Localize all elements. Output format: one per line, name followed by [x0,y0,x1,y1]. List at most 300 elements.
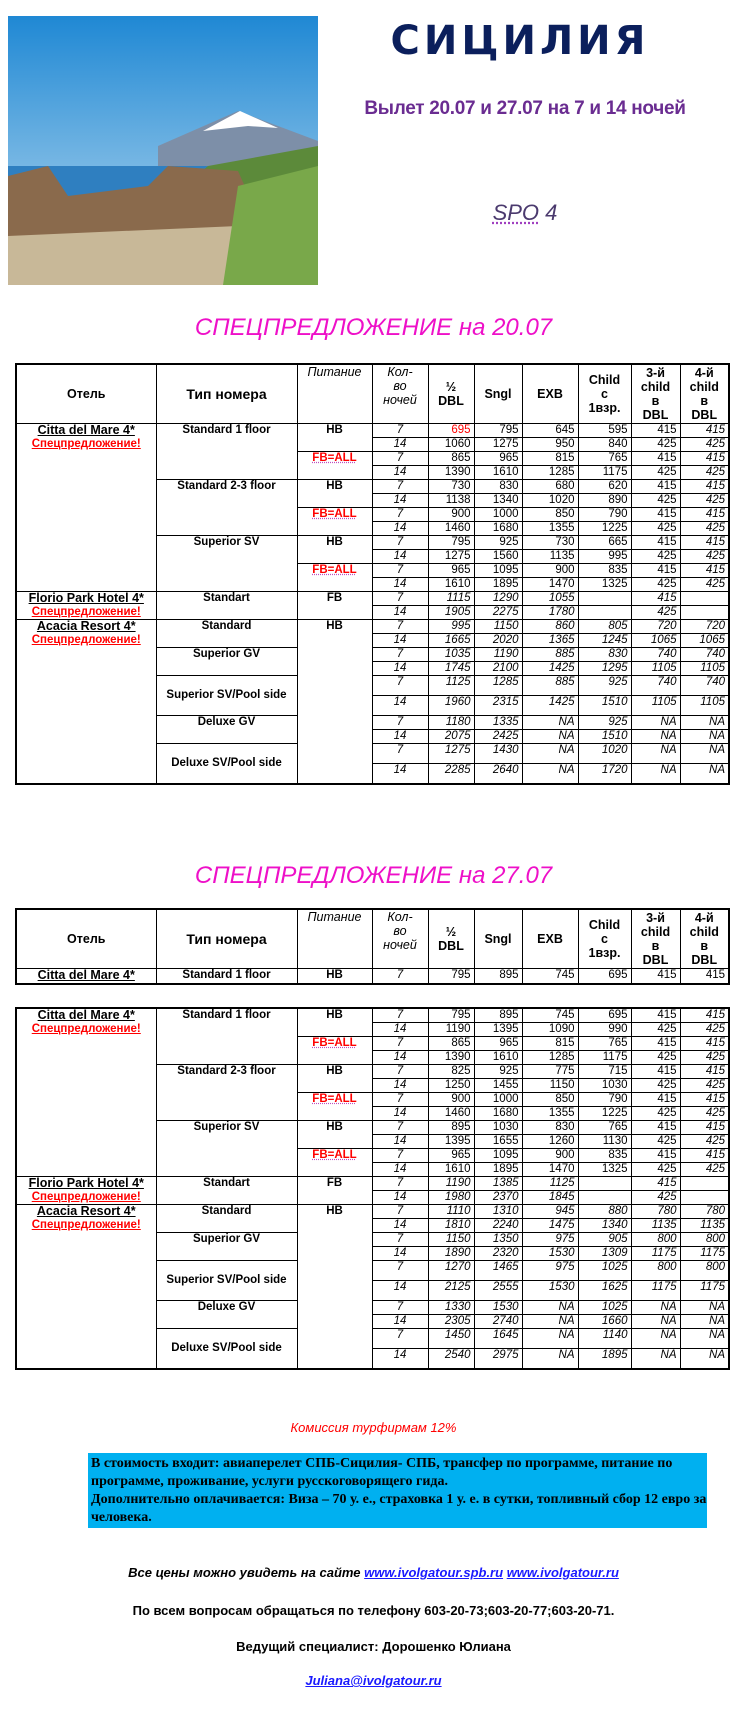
price-cell: 1960 [428,696,474,716]
price-cell: 1310 [474,1205,522,1219]
price-cell: 1055 [522,592,578,606]
price-cell: 925 [578,716,631,730]
meal-plan-cell [297,452,372,480]
price-cell: 1138 [428,494,474,508]
hotel-cell [16,620,156,785]
meal-plan-cell [297,536,372,564]
meal-plan-label: FB=ALL [312,452,357,464]
meal-plan-label: FB=ALL [312,1093,357,1105]
nights-cell: 7 [372,564,428,578]
column-header: 4-й child в DBL [680,909,729,969]
price-cell: 895 [474,969,522,985]
website-link[interactable]: www.ivolgatour.ru [506,1565,619,1580]
price-cell: 415 [680,564,729,578]
room-type-cell: Standard 2-3 floor [156,1065,297,1121]
price-cell: 975 [522,1261,578,1281]
nights-cell: 7 [372,1177,428,1191]
meal-plan-cell [297,1093,372,1121]
price-cell: 2305 [428,1315,474,1329]
price-cell [680,1191,729,1205]
nights-cell: 14 [372,1191,428,1205]
room-type-cell: Standard [156,1205,297,1233]
price-cell: 795 [474,424,522,438]
offer-heading-1: СПЕЦПРЕДЛОЖЕНИЕ на 20.07 [194,314,553,341]
price-cell: 2275 [474,606,522,620]
price-cell: 2285 [428,764,474,785]
price-cell: 1510 [578,696,631,716]
price-cell: 415 [631,452,680,466]
price-cell: 1330 [428,1301,474,1315]
room-type-cell: Standart [156,592,297,620]
meal-plan-label: HB [326,480,343,492]
price-cell: 1135 [680,1219,729,1233]
price-cell: 415 [631,480,680,494]
price-cell: 800 [680,1261,729,1281]
price-cell: 1720 [578,764,631,785]
prices-website-line [0,1565,747,1580]
hotel-name: Citta del Mare 4* [37,1008,135,1022]
price-cell: 965 [428,564,474,578]
price-cell: 1665 [428,634,474,648]
nights-cell: 7 [372,1261,428,1281]
price-cell: 1190 [428,1023,474,1037]
price-cell: 425 [680,1135,729,1149]
price-cell: 1030 [474,1121,522,1135]
price-cell: 425 [631,522,680,536]
price-cell: NA [631,764,680,785]
price-cell: 1150 [428,1233,474,1247]
departure-subtitle: Вылет 20.07 и 27.07 на 7 и 14 ночей [364,98,686,119]
special-offer-label: Спецпредложение! [31,438,141,450]
price-cell: 1135 [631,1219,680,1233]
price-cell: 730 [428,480,474,494]
room-type-cell: Standard 2-3 floor [156,480,297,536]
price-cell: 1655 [474,1135,522,1149]
meal-plan-label: HB [326,536,343,548]
price-cell: 1245 [578,634,631,648]
price-cell: 620 [578,480,631,494]
price-cell: 425 [680,522,729,536]
price-cell: 1905 [428,606,474,620]
offer-heading-2: СПЕЦПРЕДЛОЖЕНИЕ на 27.07 [194,862,553,889]
hotel-cell [16,1177,156,1205]
price-cell: 425 [631,1163,680,1177]
room-type-cell: Superior GV [156,1233,297,1261]
column-header: 3-й child в DBL [631,364,680,424]
price-cell: 2075 [428,730,474,744]
price-cell: 975 [522,1233,578,1247]
price-cell: 860 [522,620,578,634]
price-cell: 665 [578,536,631,550]
price-cell: 1260 [522,1135,578,1149]
nights-cell: 7 [372,969,428,985]
room-type-cell: Superior SV [156,536,297,592]
price-cell: 1510 [578,730,631,744]
meal-plan-label: FB=ALL [312,564,357,576]
nights-cell: 14 [372,662,428,676]
price-cell: 1250 [428,1079,474,1093]
price-cell: 885 [522,648,578,662]
price-cell: 415 [631,1037,680,1051]
price-cell: 1025 [578,1261,631,1281]
price-cell: 415 [680,969,729,985]
hotel-cell [16,1205,156,1370]
price-cell: 1225 [578,1107,631,1121]
price-cell: 2740 [474,1315,522,1329]
price-cell: 425 [631,466,680,480]
price-cell: 1025 [578,1301,631,1315]
price-cell: 900 [428,1093,474,1107]
price-cell: 740 [680,676,729,696]
price-cell [578,1191,631,1205]
meal-plan-label: HB [326,1065,343,1077]
price-cell: 1000 [474,1093,522,1107]
nights-cell: 7 [372,1121,428,1135]
price-cell: 425 [631,1107,680,1121]
price-cell: 740 [680,648,729,662]
price-cell: 890 [578,494,631,508]
meal-plan-label: HB [326,1121,343,1133]
meal-plan-cell [297,1149,372,1177]
hotel-name: Florio Park Hotel 4* [28,591,144,605]
price-cell: 415 [680,424,729,438]
meal-plan-cell [297,1065,372,1093]
price-cell: 415 [680,1121,729,1135]
meal-plan-cell: FB [297,592,372,620]
special-offer-label: Спецпредложение! [31,606,141,618]
column-header: Питание [297,364,372,424]
price-cell: 425 [631,1079,680,1093]
price-cell: 415 [680,1037,729,1051]
room-type-cell: Superior GV [156,648,297,676]
price-cell: 415 [631,508,680,522]
price-cell: 1175 [680,1281,729,1301]
price-cell: 835 [578,1149,631,1163]
column-header: 3-й child в DBL [631,909,680,969]
table-row [16,1205,729,1219]
price-cell: 1610 [474,466,522,480]
price-cell: 1335 [474,716,522,730]
room-type-cell: Deluxe GV [156,716,297,744]
price-cell: 1125 [428,676,474,696]
hotel-cell [16,969,156,985]
nights-cell: 14 [372,730,428,744]
price-cell: 720 [631,620,680,634]
price-cell: 415 [631,1149,680,1163]
price-cell [578,606,631,620]
nights-cell: 14 [372,1079,428,1093]
price-cell: 720 [680,620,729,634]
price-cell: 1060 [428,438,474,452]
nights-cell: 7 [372,1233,428,1247]
price-cell: 1390 [428,1051,474,1065]
price-cell: 900 [428,508,474,522]
price-cell: 1020 [578,744,631,764]
price-cell: NA [522,716,578,730]
price-cell: 1180 [428,716,474,730]
price-cell: NA [631,744,680,764]
nights-cell: 7 [372,744,428,764]
price-cell: 1450 [428,1329,474,1349]
price-cell: 1610 [428,578,474,592]
price-cell: 1425 [522,696,578,716]
price-cell: NA [631,1315,680,1329]
price-cell: 745 [522,1008,578,1023]
room-type-cell: Superior SV/Pool side [156,676,297,716]
price-cell: 595 [578,424,631,438]
price-cell: 1309 [578,1247,631,1261]
nights-cell: 7 [372,676,428,696]
nights-cell: 14 [372,466,428,480]
meal-plan-label: FB=ALL [312,1037,357,1049]
price-cell: 415 [680,536,729,550]
price-cell: 1530 [522,1247,578,1261]
nights-cell: 7 [372,1037,428,1051]
nights-cell: 7 [372,424,428,438]
nights-cell: 14 [372,606,428,620]
price-cell: NA [680,764,729,785]
website-link-spb[interactable]: www.ivolgatour.spb.ru [364,1565,504,1580]
price-cell: 1610 [474,1051,522,1065]
price-cell: 695 [578,1008,631,1023]
room-type-cell: Standard 1 floor [156,1008,297,1065]
meal-plan-label: FB=ALL [312,1149,357,1161]
table-row [16,1008,729,1023]
price-cell: NA [631,1301,680,1315]
price-cell: 865 [428,1037,474,1051]
price-cell: 1365 [522,634,578,648]
price-cell: 1460 [428,1107,474,1121]
price-cell: 425 [631,1135,680,1149]
price-cell: 1275 [428,550,474,564]
nights-cell: 7 [372,1205,428,1219]
meal-plan-cell: FB [297,1177,372,1205]
price-cell: 425 [680,438,729,452]
price-cell: 1190 [474,648,522,662]
price-cell: 995 [428,620,474,634]
nights-cell: 14 [372,578,428,592]
price-cell: 1455 [474,1079,522,1093]
nights-cell: 14 [372,696,428,716]
price-cell: 425 [680,1051,729,1065]
price-cell: 815 [522,1037,578,1051]
price-cell: NA [680,1329,729,1349]
meal-plan-label: HB [326,1009,343,1021]
price-cell: 795 [428,536,474,550]
price-cell: 425 [631,606,680,620]
price-cell: NA [680,730,729,744]
email-link[interactable]: Juliana@ivolgatour.ru [305,1673,442,1688]
price-cell: 880 [578,1205,631,1219]
price-cell: 895 [428,1121,474,1135]
price-table-27-07-summary [15,908,730,985]
column-header: Отель [16,364,156,424]
price-cell: 830 [474,480,522,494]
price-cell: 795 [428,1008,474,1023]
price-cell: 1105 [680,696,729,716]
column-header: EXB [522,364,578,424]
table-row [16,424,729,438]
price-cell: 790 [578,508,631,522]
price-cell: NA [522,730,578,744]
table-header-row [16,909,729,969]
price-cell: NA [522,744,578,764]
column-header: Кол- во ночей [372,364,428,424]
price-cell: 1105 [631,662,680,676]
price-cell: 415 [631,536,680,550]
price-cell: 1780 [522,606,578,620]
price-cell: NA [680,716,729,730]
price-cell: 1035 [428,648,474,662]
meal-plan-cell [297,480,372,508]
price-cell: NA [631,1349,680,1370]
price-cell: 425 [631,1051,680,1065]
price-cell: 415 [680,1008,729,1023]
column-header: Тип номера [156,909,297,969]
nights-cell: 14 [372,1219,428,1233]
price-cell: 730 [522,536,578,550]
price-cell: 1285 [522,1051,578,1065]
meal-plan-cell [297,1037,372,1065]
nights-cell: 7 [372,508,428,522]
price-cell: 790 [578,1093,631,1107]
price-cell: 1625 [578,1281,631,1301]
price-cell: 905 [578,1233,631,1247]
price-cell: 425 [631,550,680,564]
price-cell: 425 [680,466,729,480]
room-type-cell: Deluxe SV/Pool side [156,1329,297,1370]
nights-cell: 14 [372,550,428,564]
room-type-cell: Standard 1 floor [156,424,297,480]
nights-cell: 14 [372,1023,428,1037]
price-cell: NA [680,1301,729,1315]
room-type-cell: Superior SV/Pool side [156,1261,297,1301]
price-cell: 1395 [428,1135,474,1149]
price-cell: 1125 [522,1177,578,1191]
meal-plan-cell [297,508,372,536]
price-cell: 2100 [474,662,522,676]
price-cell: NA [680,1349,729,1370]
price-cell: 415 [680,1065,729,1079]
price-cell: 1895 [474,578,522,592]
nights-cell: 7 [372,1301,428,1315]
price-cell: NA [522,764,578,785]
meal-plan-cell [297,424,372,452]
commission-note: Комиссия турфирмам 12% [290,1420,457,1435]
column-header: ½ DBL [428,364,474,424]
nights-cell: 14 [372,1315,428,1329]
hotel-cell [16,424,156,592]
extra-payment-text: Дополнительно оплачивается: Виза – 70 у. е., страховка 1 у. е. в сутки, топливный сбор 12 евро за человека. [91,1492,707,1525]
price-cell: 885 [522,676,578,696]
hotel-cell [16,592,156,620]
price-cell: 415 [631,1065,680,1079]
price-cell: 1470 [522,578,578,592]
price-cell: 850 [522,1093,578,1107]
column-header: Отель [16,909,156,969]
nights-cell: 7 [372,452,428,466]
price-cell: 645 [522,424,578,438]
price-cell: 950 [522,438,578,452]
price-cell: 805 [578,620,631,634]
price-cell: 425 [680,494,729,508]
hotel-name: Acacia Resort 4* [36,1204,136,1218]
price-cell: 1175 [631,1281,680,1301]
price-cell: 780 [680,1205,729,1219]
price-cell: 680 [522,480,578,494]
price-cell: 1560 [474,550,522,564]
price-cell: NA [522,1315,578,1329]
column-header: ½ DBL [428,909,474,969]
price-cell: 415 [631,1093,680,1107]
room-type-cell: Deluxe SV/Pool side [156,744,297,785]
column-header: Тип номера [156,364,297,424]
price-cell: 1020 [522,494,578,508]
price-cell: 425 [680,1079,729,1093]
price-cell: 740 [631,648,680,662]
price-cell: 415 [631,1121,680,1135]
column-header: Child с 1взр. [578,364,631,424]
special-offer-label: Спецпредложение! [31,1023,141,1035]
nights-cell: 14 [372,1107,428,1121]
price-cell: 815 [522,452,578,466]
price-cell: 1660 [578,1315,631,1329]
price-cell: 765 [578,1121,631,1135]
price-cell: 425 [631,1191,680,1205]
price-cell: 2240 [474,1219,522,1233]
price-cell: 1135 [522,550,578,564]
price-cell: 800 [680,1233,729,1247]
price-cell: 1150 [522,1079,578,1093]
price-cell: NA [522,1349,578,1370]
price-cell: 1425 [522,662,578,676]
meal-plan-label: HB [326,424,343,436]
price-cell: 415 [631,564,680,578]
special-offer-label: Спецпредложение! [31,634,141,646]
nights-cell: 14 [372,1349,428,1370]
price-cell: 965 [474,452,522,466]
nights-cell: 7 [372,1093,428,1107]
price-cell: 1680 [474,1107,522,1121]
price-cell: 1475 [522,1219,578,1233]
meal-plan-cell [297,1121,372,1149]
meal-plan-cell: HB [297,1205,372,1370]
nights-cell: 7 [372,648,428,662]
price-cell: 2020 [474,634,522,648]
price-cell: 1030 [578,1079,631,1093]
meal-plan-cell [297,564,372,592]
price-cell: 425 [680,1163,729,1177]
price-cell [578,592,631,606]
nights-cell: 7 [372,1065,428,1079]
price-cell: 415 [680,1149,729,1163]
price-cell: 1340 [578,1219,631,1233]
nights-cell: 14 [372,634,428,648]
hotel-cell [16,1008,156,1177]
price-cell: 1065 [680,634,729,648]
price-cell: NA [522,1329,578,1349]
meal-plan-cell: HB [297,969,372,985]
column-header: Child с 1взр. [578,909,631,969]
special-offer-label: Спецпредложение! [31,1219,141,1231]
nights-cell: 14 [372,1135,428,1149]
price-cell: 900 [522,564,578,578]
table-row [16,592,729,606]
price-cell: 415 [631,1008,680,1023]
price-cell: 1395 [474,1023,522,1037]
email-line [0,1673,747,1688]
price-cell: 425 [631,438,680,452]
